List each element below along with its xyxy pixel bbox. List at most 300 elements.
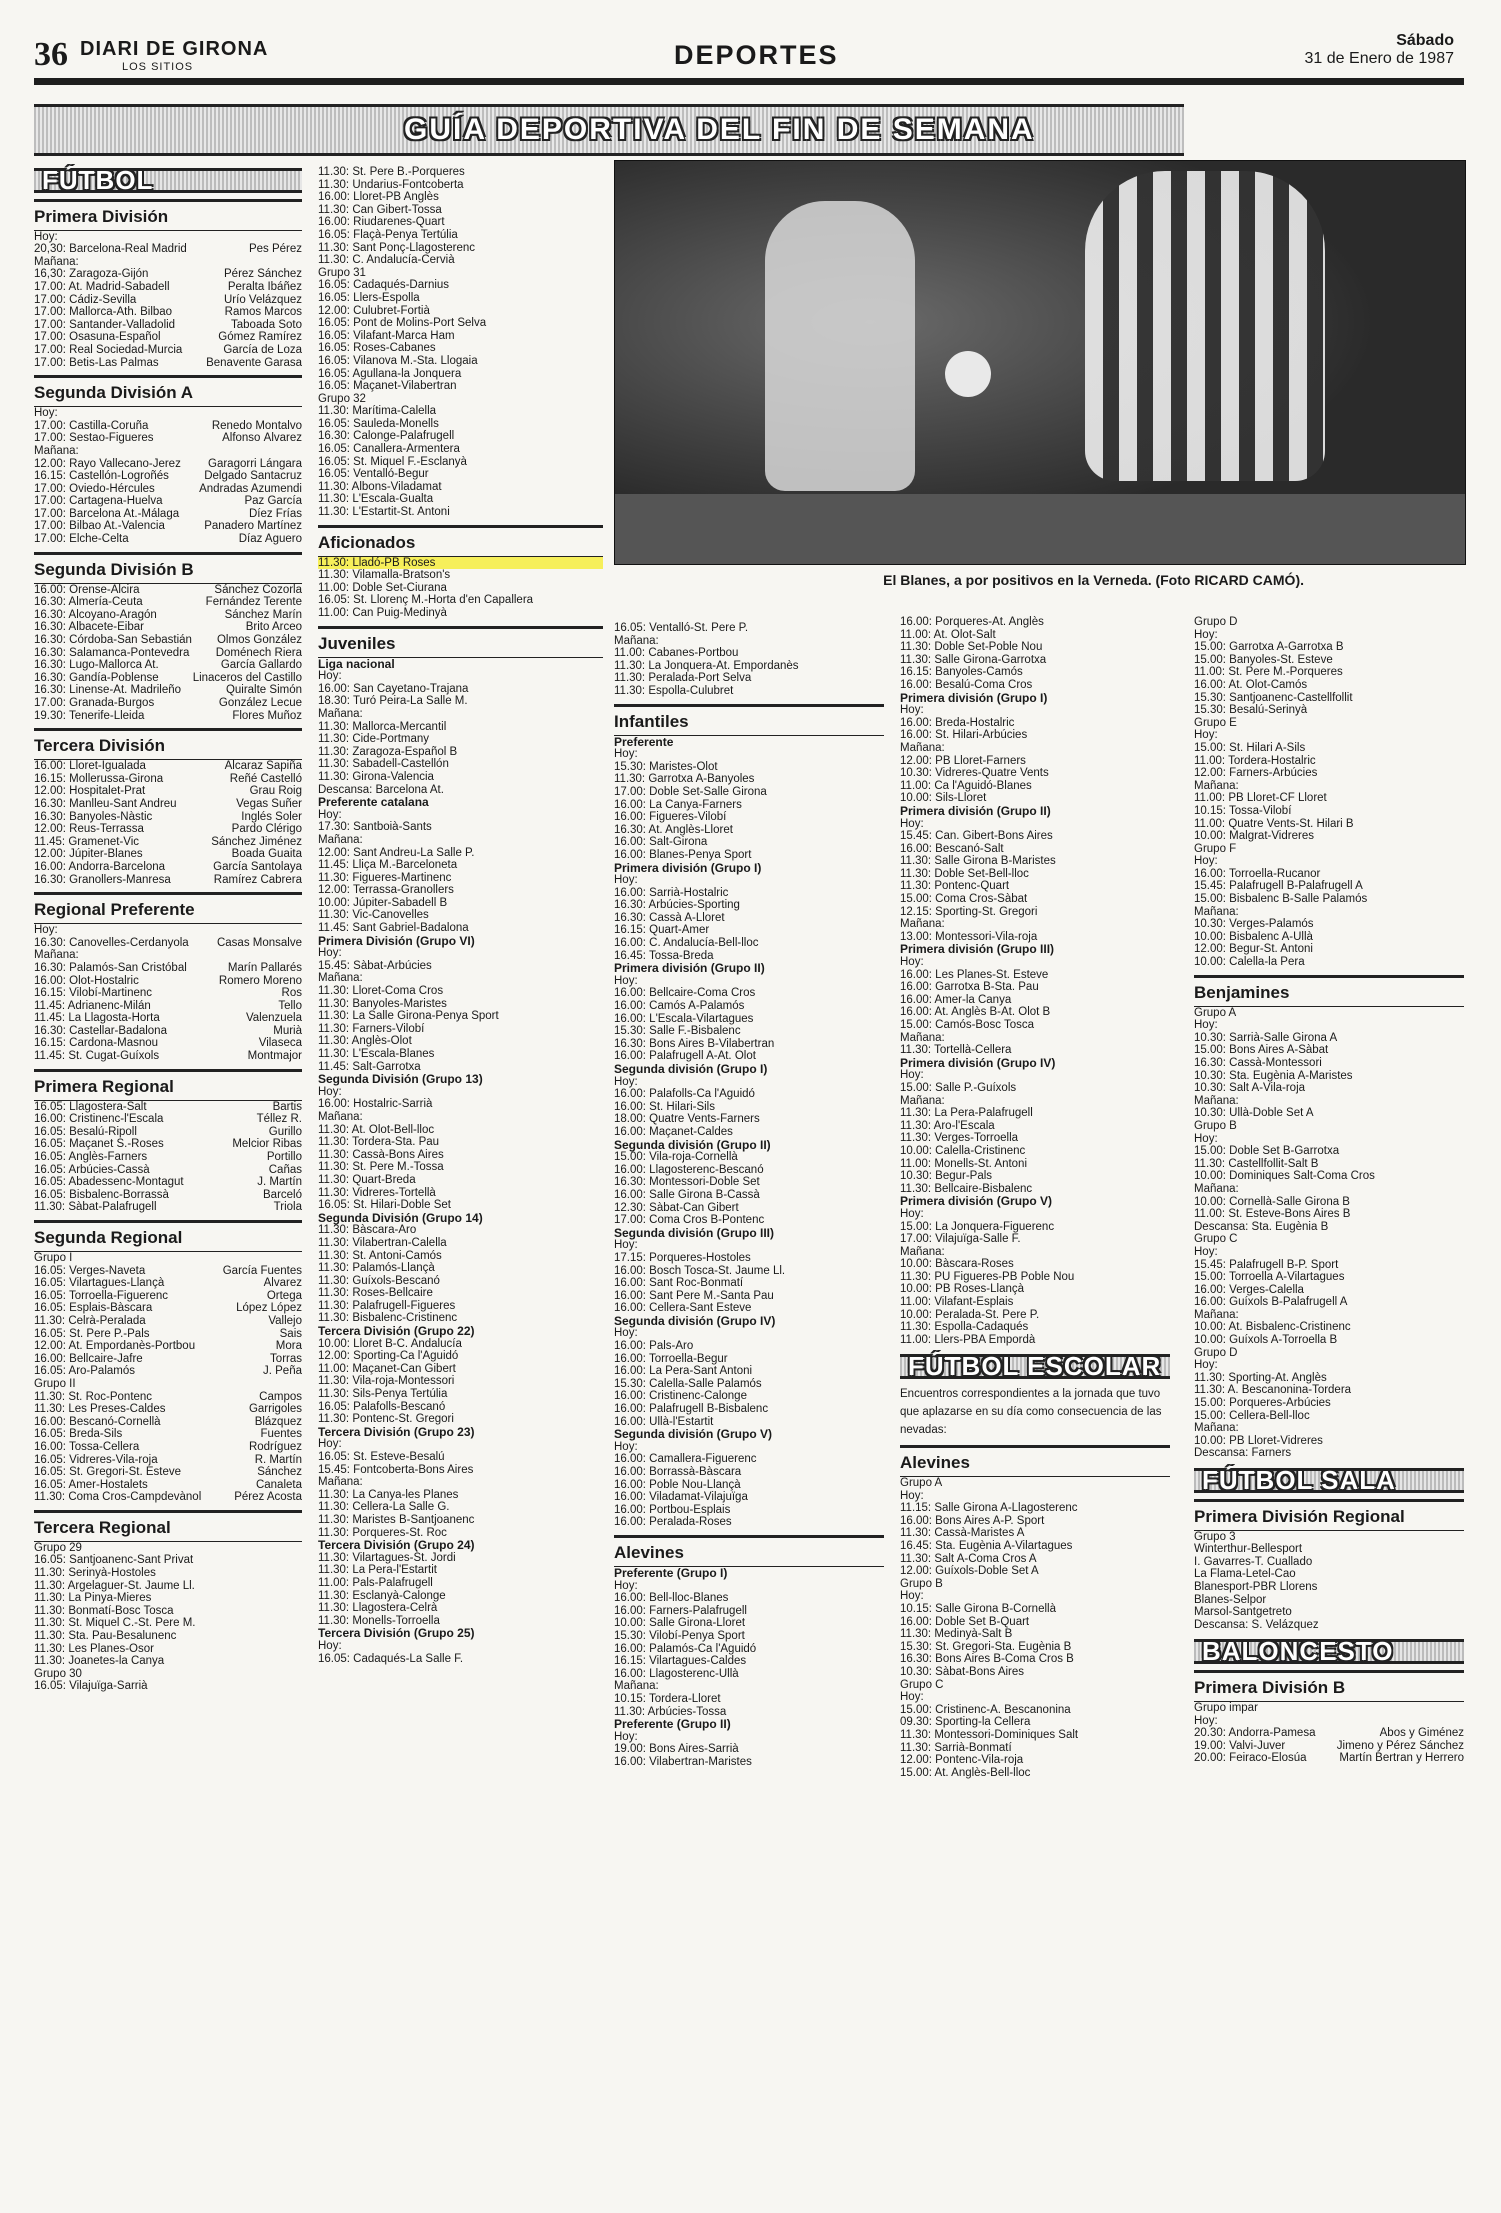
referee-name: Panadero Martínez (204, 520, 302, 533)
fixture-line (900, 969, 1170, 982)
fixture-text: 16.00: Figueres-Vilobí (614, 811, 727, 824)
fixture-line (318, 1375, 603, 1388)
fixture-line (34, 445, 302, 458)
fixture-line (318, 493, 603, 506)
fixture-text: 10.00: Calella-la Pera (1194, 956, 1305, 969)
fixture-text: 16.30: Granollers-Manresa (34, 873, 171, 886)
fixture-line (318, 1514, 603, 1527)
fixture-text: 15.45: Fontcoberta-Bons Aires (318, 1463, 474, 1476)
fixture-line (1194, 918, 1464, 931)
fixture-line (900, 1258, 1170, 1271)
fixture-text: 16.05: Llagostera-Salt (34, 1100, 147, 1113)
fixture-text: 16.30: Albacete-Eibar (34, 621, 144, 634)
fixture-line (34, 495, 302, 508)
referee-name: Doménech Riera (215, 646, 302, 659)
fixture-line (318, 368, 603, 381)
fixture-text: 16.00: Bosch Tosca-St. Jaume Ll. (614, 1264, 786, 1277)
fixture-line (900, 1095, 1170, 1108)
fixture-text: 20.30: Andorra-Pamesa (1194, 1727, 1316, 1740)
fixture-text: 10.30: Salt A-Vila-roja (1194, 1082, 1306, 1095)
fixture-text: 12.00: Culubret-Fortià (318, 304, 430, 317)
fixture-text: 18.00: Quatre Vents-Farners (614, 1113, 760, 1126)
fixture-text: 10.00: Salle Girona-Lloret (614, 1617, 746, 1630)
referee-name: Linaceros del Castillo (192, 671, 302, 684)
fixture-text: 11.30: L'Escala-Gualta (318, 493, 434, 506)
fixture-text: 17.00: Real Sociedad-Murcia (34, 343, 183, 356)
fixture-text: 16.45: Tossa-Breda (614, 949, 714, 962)
fixture-line (34, 1050, 302, 1063)
fixture-line (1194, 1183, 1464, 1196)
fixture-line (614, 1680, 884, 1693)
fixture-line (900, 1107, 1170, 1120)
fixture-text: 11.45: La Llagosta-Horta (34, 1012, 160, 1025)
fixture-line (900, 1565, 1170, 1578)
fixture-text: 11.30: Sant Ponç-Llagosterenc (318, 241, 476, 254)
fixture-line (34, 811, 302, 824)
group-heading: Primera división (Grupo V) (900, 1194, 1053, 1209)
fixture-text: 16.05: Sauleda-Monells (318, 417, 439, 430)
column-5 (1194, 616, 1464, 1765)
fixture-line (614, 912, 884, 925)
referee-name: Pérez Acosta (234, 1491, 302, 1504)
fixture-text: Hoy: (614, 1239, 638, 1252)
fixture-text: 16.00: Torroella-Rucanor (1194, 867, 1321, 880)
fixture-line (900, 1653, 1170, 1666)
fixture-text: 11.00: Tordera-Hostalric (1194, 754, 1316, 767)
fixture-text: 11.30: St. Pere M.-Tossa (318, 1161, 444, 1174)
fixture-text: Mañana: (900, 1245, 945, 1258)
referee-name: Gurillo (268, 1125, 302, 1138)
fixture-text: 11.30: Verges-Torroella (900, 1132, 1019, 1145)
fixture-text: 11.30: Porqueres-St. Roc (318, 1526, 447, 1539)
fixture-line (34, 331, 302, 344)
fixture-text: 11.30: Vic-Canovelles (318, 909, 429, 922)
fixture-text: 16.05: Besalú-Ripoll (34, 1125, 137, 1138)
fixture-line (900, 868, 1170, 881)
fixture-line (1194, 666, 1464, 679)
fixture-text: 11.30: Farners-Vilobí (318, 1022, 425, 1035)
fixture-line (614, 1126, 884, 1139)
fixture-text: 11.30: Zaragoza-Español B (318, 745, 458, 758)
fixture-line (318, 1098, 603, 1111)
fixture-line (614, 811, 884, 824)
fixture-line (614, 786, 884, 799)
fixture-line (1194, 704, 1464, 717)
fixture-text: 16.00: Ullà-l'Estartit (614, 1415, 714, 1428)
fixture-line (1194, 1133, 1464, 1146)
fixture-text: 16.30: Canovelles-Cerdanyola (34, 936, 189, 949)
fixture-text: Mañana: (318, 707, 363, 720)
fixture-line (318, 317, 603, 330)
fixture-line (34, 407, 302, 420)
fixture-line (318, 771, 603, 784)
fixture-text: 10.30: Sàbat-Bons Aires (900, 1665, 1025, 1678)
fixture-line (900, 1044, 1170, 1057)
referee-name: Marín Pallarés (227, 961, 302, 974)
fixture-text: Hoy: (1194, 855, 1218, 868)
fixture-text: Mañana: (900, 918, 945, 931)
fixture-text: 11.30: Can Gibert-Tossa (318, 203, 442, 216)
fixture-text: 11.30: Cellera-La Salle G. (318, 1501, 450, 1514)
referee-name: Ros (281, 987, 302, 1000)
fixture-text: Hoy: (900, 704, 924, 717)
fixture-text: Hoy: (318, 1085, 342, 1098)
fixture-text: 11.45: Salt-Garrotxa (318, 1060, 421, 1073)
fixture-line (1194, 1594, 1464, 1607)
fixture-line (34, 836, 302, 849)
fixture-text: 16.05: Vilartagues-Llançà (34, 1277, 165, 1290)
fixture-text: 11.30: L'Estartit-St. Antoni (318, 506, 450, 519)
fixture-line (1194, 1007, 1464, 1020)
fixture-text: 11.00: Ca l'Aguidó-Blanes (900, 779, 1032, 792)
fixture-text: 17.00: Bilbao At.-Valencia (34, 520, 165, 533)
fixture-text: 10.00: Bàscara-Roses (900, 1258, 1014, 1271)
referee-name: Sánchez Marín (224, 608, 302, 621)
fixture-text: 11.30: Banyoles-Maristes (318, 997, 447, 1010)
fixture-text: 11.30: Salle Girona B-Maristes (900, 855, 1056, 868)
fixture-line (34, 1630, 302, 1643)
fixture-line (614, 1491, 884, 1504)
fixture-text: 16.00: Verges-Calella (1194, 1283, 1304, 1296)
fixture-text: 16.00: Maçanet-Caldes (614, 1125, 733, 1138)
fixture-line (318, 1451, 603, 1464)
fixture-line (1194, 1715, 1464, 1728)
referee-name: Vegas Suñer (236, 797, 302, 810)
fixture-line (1194, 1740, 1464, 1753)
fixture-text: 16.00: Guíxols B-Palafrugell A (1194, 1296, 1348, 1309)
fixture-text: 10.00: Sils-Lloret (900, 792, 987, 805)
fixture-line (318, 1275, 603, 1288)
fixture-text: 11.30: Figueres-Martinenc (318, 871, 452, 884)
fixture-text: Grupo 29 (34, 1541, 82, 1554)
fixture-line (34, 1441, 302, 1454)
fixture-text: 11.30: Espolla-Cadaqués (900, 1321, 1029, 1334)
fixture-line (900, 1578, 1170, 1591)
fixture-line (34, 659, 302, 672)
sport-heading: BALONCESTO (1194, 1639, 1464, 1664)
fixture-line (34, 1126, 302, 1139)
fixture-text: Grupo C (900, 1678, 944, 1691)
fixture-line (1194, 1221, 1464, 1234)
fixture-text: Grupo A (1194, 1006, 1237, 1019)
referee-name: García de Loza (223, 343, 302, 356)
fixture-text: 17.00: Osasuna-Español (34, 331, 161, 344)
fixture-line (318, 380, 603, 393)
fixture-text: 16.00: Palafrugell A-At. Olot (614, 1050, 756, 1063)
referee-name: Ramos Marcos (224, 306, 302, 319)
fixture-line (34, 533, 302, 546)
fixture-text: 10.30: Begur-Pals (900, 1170, 993, 1183)
referee-name: Montmajor (247, 1050, 302, 1063)
fixture-text: Grupo 3 (1194, 1530, 1236, 1543)
newspaper-subtitle: LOS SITIOS (122, 61, 194, 73)
fixture-line (1194, 792, 1464, 805)
fixture-line (614, 937, 884, 950)
fixture-line (1194, 1107, 1464, 1120)
fixture-text: 16.30: Córdoba-San Sebastián (34, 634, 192, 647)
fixture-line (900, 742, 1170, 755)
fixture-text: 15.30: Besalú-Serinyà (1194, 704, 1308, 717)
fixture-text: 16.00: Garrotxa B-Sta. Pau (900, 981, 1039, 994)
fixture-text: 10.30: Vidreres-Quatre Vents (900, 767, 1049, 780)
fixture-line (34, 647, 302, 660)
fixture-line (318, 569, 603, 582)
fixture-line (34, 1605, 302, 1618)
fixture-line (614, 1076, 884, 1089)
group-heading: Segunda división (Grupo IV) (614, 1313, 776, 1328)
referee-name: Téllez R. (256, 1113, 302, 1126)
fixture-text: Mañana: (318, 972, 363, 985)
fixture-text: 11.00: St. Pere M.-Porqueres (1194, 666, 1343, 679)
fixture-text: 11.30: L'Escala-Blanes (318, 1048, 435, 1060)
fixture-line (614, 1340, 884, 1353)
fixture-line (614, 635, 884, 648)
referee-name: Bartis (272, 1100, 302, 1113)
fixture-text: 15.00: Bons Aires A-Sàbat (1194, 1044, 1329, 1057)
fixture-text: 16.15: Banyoles-Camós (900, 666, 1023, 679)
fixture-line (1194, 906, 1464, 919)
fixture-line (900, 1679, 1170, 1692)
fixture-line (1194, 1334, 1464, 1347)
fixture-text: 16.00: Bons Aires A-P. Sport (900, 1514, 1045, 1527)
referee-name: Gómez Ramírez (218, 331, 302, 344)
fixture-text: 16.05: St. Miquel F.-Esclanyà (318, 455, 467, 468)
fixture-text: 16.05: Santjoanenc-Sant Privat (34, 1554, 194, 1567)
fixture-line (1194, 1057, 1464, 1070)
referee-name: Mora (275, 1340, 302, 1353)
fixture-line (318, 1136, 603, 1149)
fixture-text: 16.00: At. Olot-Camós (1194, 678, 1308, 691)
fixture-line (318, 1086, 603, 1099)
fixture-text: 17.00: Oviedo-Hércules (34, 482, 155, 495)
fixture-line (1194, 679, 1464, 692)
fixture-line (1194, 780, 1464, 793)
fixture-text: 17.15: Porqueres-Hostoles (614, 1251, 751, 1264)
fixture-text: Descansa: Barcelona At. (318, 783, 444, 796)
fixture-line (318, 430, 603, 443)
referee-name: Sánchez Jiménez (211, 835, 302, 848)
fixture-line (900, 1271, 1170, 1284)
referee-name: Peralta Ibáñez (227, 280, 302, 293)
fixture-text: 10.00: PB Lloret-Vidreres (1194, 1434, 1323, 1447)
fixture-text: 16.05: Maçanet S.-Roses (34, 1138, 164, 1151)
fixture-text: 15.30: Santjoanenc-Castellfollit (1194, 691, 1353, 704)
fixture-line (900, 1590, 1170, 1603)
fixture-line (318, 721, 603, 734)
fixture-text: 15.00: St. Hilari A-Sils (1194, 741, 1306, 754)
fixture-line (34, 1000, 302, 1013)
fixture-text: Descansa: S. Velázquez (1194, 1618, 1319, 1631)
fixture-line (1194, 1410, 1464, 1423)
referee-name: R. Martín (254, 1453, 302, 1466)
fixture-line (318, 1199, 603, 1212)
fixture-text: 16.00: Andorra-Barcelona (34, 860, 166, 873)
fixture-text: 11.30: La Jonquera-At. Empordanès (614, 659, 799, 672)
newspaper-name: DIARI DE GIRONA (80, 38, 269, 60)
fixture-line (318, 1501, 603, 1514)
referee-name: Pérez Sánchez (224, 268, 302, 281)
fixture-text: Grupo A (900, 1477, 943, 1490)
fixture-text: Hoy: (900, 1691, 924, 1704)
fixture-text: Mañana: (1194, 1422, 1239, 1435)
fixture-text: 11.00: Vilafant-Esplais (900, 1296, 1014, 1309)
group-heading: Preferente catalana (318, 795, 429, 810)
fixture-line (614, 899, 884, 912)
group-heading: Tercera División (Grupo 22) (318, 1324, 475, 1339)
fixture-line (318, 393, 603, 406)
fixture-text: 16.00: Cristinenc-Calonge (614, 1390, 747, 1403)
fixture-text: 11.30: Peralada-Port Selva (614, 672, 752, 685)
fixture-text: 16.30: Almería-Ceuta (34, 596, 143, 609)
fixture-text: 10.15: Tossa-Vilobí (1194, 804, 1292, 817)
fixture-line (900, 654, 1170, 667)
fixture-text: 16.00: Les Planes-St. Esteve (900, 968, 1049, 981)
fixture-text: 11.00: Monells-St. Antoni (900, 1157, 1027, 1170)
fixture-line (614, 874, 884, 887)
fixture-text: 15.00: La Jonquera-Figuerenc (900, 1220, 1055, 1233)
fixture-line (34, 483, 302, 496)
fixture-line (614, 647, 884, 660)
fixture-text: 12.00: Farners-Arbúcies (1194, 767, 1318, 780)
fixture-text: 12.00: Reus-Terrassa (34, 823, 144, 836)
fixture-text: 16.00: Doble Set B-Quart (900, 1615, 1030, 1628)
fixture-text: Hoy: (318, 1639, 342, 1652)
fixture-text: Mañana: (614, 1680, 659, 1693)
guide-title: GUÍA DEPORTIVA DEL FIN DE SEMANA (404, 113, 1035, 146)
fixture-text: 11.30: C. Andalucía-Cervià (318, 254, 455, 267)
fixture-line (900, 1032, 1170, 1045)
fixture-line (900, 1515, 1170, 1528)
fixture-text: 11.00: Pals-Palafrugell (318, 1576, 433, 1589)
fixture-text: 12.00: Guíxols-Doble Set A (900, 1565, 1039, 1578)
fixture-line (318, 809, 603, 822)
fixture-text: 17.00: Santander-Valladolid (34, 318, 176, 331)
fixture-text: 10.00: At. Bisbalenc-Cristinenc (1194, 1321, 1351, 1334)
fixture-line (34, 1617, 302, 1630)
fixture-text: 11.30: Montessori-Dominiques Salt (900, 1728, 1079, 1741)
referee-name: Quiralte Simón (225, 684, 302, 697)
group-heading: Tercera División (Grupo 23) (318, 1424, 475, 1439)
fixture-text: 15.30: Calella-Salle Palamós (614, 1377, 762, 1390)
fixture-text: 15.00: Porqueres-Arbúcies (1194, 1397, 1331, 1410)
fixture-line (34, 1037, 302, 1050)
fixture-line (1194, 931, 1464, 944)
fixture-text: 17.00: Cartagena-Huelva (34, 495, 163, 508)
fixture-line (614, 1378, 884, 1391)
fixture-text: Grupo 30 (34, 1667, 82, 1680)
referee-name: García Gallardo (220, 659, 302, 672)
note-text: Encuentros correspondientes a la jornada que tuvo que aplazarse en su día como consecuencia de las nevadas: (900, 1388, 1162, 1437)
fixture-line (1194, 1619, 1464, 1632)
fixture-text: 11.30: Bellcaire-Bisbalenc (900, 1182, 1033, 1195)
fixture-text: 10.00: Bisbalenc A-Ullà (1194, 930, 1313, 943)
fixture-text: 11.30: Medinyà-Salt B (900, 1628, 1013, 1641)
fixture-line (34, 987, 302, 1000)
fixture-line (34, 1315, 302, 1328)
fixture-text: 11.30: Sta. Pau-Besalunenc (34, 1630, 177, 1643)
referee-name: Brito Arceo (245, 621, 302, 634)
photo-caption: El Blanes, a por positivos en la Verneda. (Foto RICARD CAMÓ). (883, 572, 1304, 588)
fixture-text: 16.05: St. Esteve-Besalú (318, 1451, 445, 1463)
fixture-line (34, 760, 302, 773)
fixture-text: 11.30: Salle Girona-Garrotxa (900, 653, 1047, 666)
group-heading: Primera división (Grupo IV) (900, 1055, 1056, 1070)
fixture-line (318, 960, 603, 973)
fixture-text: 16.00: Orense-Alcira (34, 583, 140, 596)
section-heading: Aficionados (318, 525, 603, 557)
column-3 (614, 622, 884, 1768)
fixture-text: 16.05: St. Gregori-St. Esteve (34, 1466, 182, 1479)
fixture-text: Hoy: (1194, 1714, 1218, 1727)
fixture-line (900, 729, 1170, 742)
fixture-text: 11.30: St. Roc-Pontenc (34, 1390, 153, 1403)
fixture-text: Mañana: (900, 1094, 945, 1107)
fixture-text: 16.00: San Cayetano-Trajana (318, 682, 469, 695)
fixture-line (318, 292, 603, 305)
referee-name: Triola (273, 1201, 302, 1214)
fixture-text: 16.00: Bell-lloc-Blanes (614, 1592, 729, 1605)
section-heading: Juveniles (318, 626, 603, 658)
referee-name: González Lecue (218, 697, 302, 709)
fixture-text: Hoy: (614, 1579, 638, 1592)
fixture-line (900, 1170, 1170, 1183)
fixture-line (318, 733, 603, 746)
fixture-line (318, 330, 603, 343)
fixture-text: 16.30: Alcoyano-Aragón (34, 608, 157, 621)
fixture-text: 11.45: Adrianenc-Milán (34, 999, 151, 1012)
referee-name: Sánchez Cozorla (214, 583, 302, 596)
fixture-text: 12.00: At. Empordanès-Portbou (34, 1340, 196, 1353)
fixture-line (318, 242, 603, 255)
fixture-text: Grupo D (1194, 616, 1238, 628)
fixture-text: 16.05: Palafolls-Bescanó (318, 1400, 446, 1413)
masthead-rule (34, 78, 1464, 85)
fixture-line (900, 1132, 1170, 1145)
fixture-text: Mañana: (318, 1476, 363, 1489)
fixture-line (318, 872, 603, 885)
fixture-line (614, 761, 884, 774)
fixture-line (1194, 843, 1464, 856)
referee-name: Pardo Clérigo (231, 823, 302, 836)
fixture-line (34, 1302, 302, 1315)
fixture-text: 16.00: St. Hilari-Sils (614, 1100, 715, 1113)
fixture-text: 16.00: Sant Pere M.-Santa Pau (614, 1289, 774, 1302)
group-heading: Tercera División (Grupo 24) (318, 1538, 475, 1553)
fixture-text: 11.30: Serinyà-Hostoles (34, 1567, 156, 1580)
fixture-line (614, 1038, 884, 1051)
fixture-text: 11.30: Quart-Breda (318, 1173, 416, 1186)
fixture-text: 15.00: Cristinenc-A. Bescanonina (900, 1703, 1071, 1716)
referee-name: Jimeno y Pérez Sánchez (1336, 1739, 1464, 1752)
section-heading: Regional Preferente (34, 892, 302, 924)
fixture-text: Mañana: (614, 634, 659, 647)
fixture-line (614, 1113, 884, 1126)
fixture-line (1194, 742, 1464, 755)
referee-name: Rodríguez (248, 1440, 302, 1453)
referee-name: Inglés Soler (241, 810, 302, 823)
fixture-text: 11.00: Quatre Vents-St. Hilari B (1194, 817, 1354, 830)
fixture-text: 16.00: Cristinenc-l'Escala (34, 1113, 164, 1126)
referee-name: Urío Velázquez (224, 293, 302, 306)
fixture-text: Descansa: Farners (1194, 1447, 1292, 1460)
fixture-line (900, 1502, 1170, 1515)
fixture-line (318, 847, 603, 860)
section-heading: Segunda División A (34, 375, 302, 407)
fixture-text: Hoy: (900, 1069, 924, 1082)
fixture-text: 16.30: Palamós-San Cristóbal (34, 961, 187, 974)
section-heading: Tercera División (34, 728, 302, 760)
fixture-text: 16.30: Lugo-Mallorca At. (34, 659, 159, 672)
